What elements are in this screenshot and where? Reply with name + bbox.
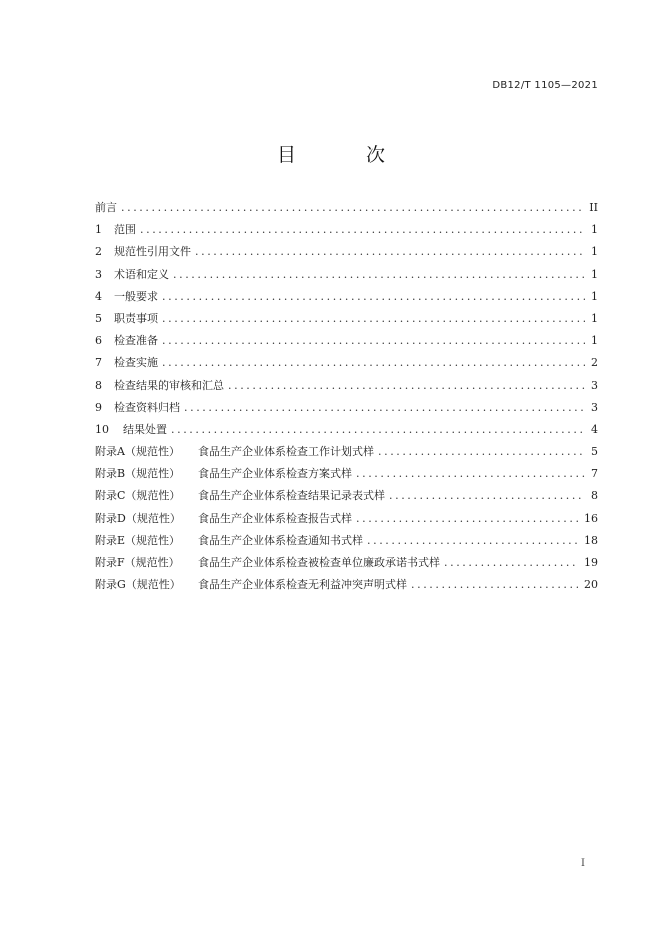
toc-entry-page: 1 bbox=[591, 267, 598, 281]
toc-entry-page: 1 bbox=[591, 311, 598, 325]
toc-entry-appendix-c[interactable] bbox=[95, 488, 598, 510]
toc-entry-appendix-b[interactable] bbox=[95, 466, 598, 488]
toc-entry-page: II bbox=[589, 201, 598, 214]
toc-leader-dots bbox=[411, 577, 578, 593]
toc-entry-title: 食品生产企业体系检查被检查单位廉政承诺书式样 bbox=[198, 556, 440, 569]
toc-entry-number: 6 bbox=[95, 334, 102, 348]
toc-leader-dots bbox=[162, 289, 585, 305]
toc-entry-number: 2 bbox=[95, 245, 102, 259]
toc-leader-dots bbox=[444, 555, 578, 571]
toc-entry-page: 1 bbox=[591, 223, 598, 237]
toc-appendix-label: 附录D（规范性） bbox=[95, 511, 181, 525]
toc-entry-title: 食品生产企业体系检查报告式样 bbox=[198, 511, 352, 525]
toc-leader-dots bbox=[171, 422, 585, 438]
toc-entry-1[interactable] bbox=[95, 222, 598, 244]
document-code: DB12/T 1105—2021 bbox=[492, 80, 598, 91]
toc-entry-6[interactable] bbox=[95, 333, 598, 355]
toc-entry-page: 1 bbox=[591, 334, 598, 348]
toc-entry-number: 8 bbox=[95, 378, 102, 392]
toc-entry-number: 4 bbox=[95, 289, 102, 303]
toc-entry-number: 9 bbox=[95, 400, 102, 414]
toc-entry-10[interactable] bbox=[95, 422, 598, 444]
toc-entry-number: 7 bbox=[95, 356, 102, 370]
toc-appendix-label: 附录B（规范性） bbox=[95, 467, 181, 481]
toc-entry-number: 5 bbox=[95, 311, 102, 325]
toc-entry-title: 规范性引用文件 bbox=[114, 245, 191, 259]
toc-entry-title: 食品生产企业体系检查无利益冲突声明式样 bbox=[198, 578, 407, 592]
toc-entry-2[interactable] bbox=[95, 244, 598, 266]
toc-entry-page: 3 bbox=[591, 400, 598, 414]
toc-entry-title: 食品生产企业体系检查通知书式样 bbox=[198, 533, 363, 547]
toc-entry-appendix-g[interactable] bbox=[95, 577, 598, 599]
toc-appendix-label: 附录E（规范性） bbox=[95, 533, 181, 547]
toc-entry-appendix-f[interactable] bbox=[95, 555, 598, 577]
toc-entry-title: 检查实施 bbox=[114, 356, 158, 370]
toc-entry-7[interactable] bbox=[95, 355, 598, 377]
toc-leader-dots bbox=[184, 400, 585, 416]
toc-entry-title: 职责事项 bbox=[114, 311, 158, 325]
toc-entry-title: 检查准备 bbox=[114, 334, 158, 348]
toc-entry-page: 1 bbox=[591, 289, 598, 303]
toc-entry-title: 检查资料归档 bbox=[114, 400, 180, 414]
toc-appendix-label: 附录F（规范性） bbox=[95, 556, 180, 569]
toc-entry-page: 7 bbox=[591, 467, 598, 481]
toc-entry-number: 3 bbox=[95, 267, 102, 281]
toc-title: 目 次 bbox=[276, 144, 418, 166]
toc-leader-dots bbox=[140, 222, 585, 238]
toc-entry-appendix-d[interactable] bbox=[95, 511, 598, 533]
toc-appendix-label: 附录G（规范性） bbox=[95, 578, 181, 592]
toc-entry-number: 10 bbox=[95, 422, 109, 436]
toc-appendix-label: 附录C（规范性） bbox=[95, 489, 181, 503]
toc-entry-page: 20 bbox=[584, 578, 598, 592]
toc-appendix-label: 附录A（规范性） bbox=[95, 445, 180, 459]
toc-leader-dots bbox=[356, 466, 585, 482]
toc-entry-page: 16 bbox=[584, 511, 598, 525]
toc-entry-appendix-a[interactable] bbox=[95, 444, 598, 466]
toc-entry-page: 2 bbox=[591, 356, 598, 370]
toc-entry-title: 食品生产企业体系检查方案式样 bbox=[198, 467, 352, 481]
toc-entry-page: 18 bbox=[584, 533, 598, 547]
page-number: I bbox=[581, 858, 585, 869]
toc-entry-title: 范围 bbox=[114, 223, 136, 237]
toc-leader-dots bbox=[173, 267, 585, 283]
toc-entry-title: 食品生产企业体系检查结果记录表式样 bbox=[198, 489, 385, 503]
toc-leader-dots bbox=[378, 444, 585, 460]
toc-entry-9[interactable] bbox=[95, 400, 598, 422]
toc-entry-title: 食品生产企业体系检查工作计划式样 bbox=[198, 445, 374, 459]
toc-entry-title: 一般要求 bbox=[114, 289, 158, 303]
toc-entry-page: 1 bbox=[591, 245, 598, 259]
toc-leader-dots bbox=[162, 311, 585, 327]
toc-entry-3[interactable] bbox=[95, 267, 598, 289]
toc-entry-4[interactable] bbox=[95, 289, 598, 311]
toc-entry-8[interactable] bbox=[95, 378, 598, 400]
toc-leader-dots bbox=[121, 200, 583, 216]
toc-entry-page: 4 bbox=[591, 422, 598, 436]
toc-entry-foreword[interactable] bbox=[95, 200, 598, 222]
toc-entry-title: 检查结果的审核和汇总 bbox=[114, 378, 224, 392]
toc-entry-title: 结果处置 bbox=[123, 422, 167, 436]
toc-leader-dots bbox=[228, 378, 585, 394]
toc-entry-page: 19 bbox=[584, 556, 598, 569]
toc-entry-appendix-e[interactable] bbox=[95, 533, 598, 555]
toc-entry-5[interactable] bbox=[95, 311, 598, 333]
toc-entry-title: 前言 bbox=[95, 201, 117, 214]
toc-entry-title: 术语和定义 bbox=[114, 267, 169, 281]
toc-entry-page: 3 bbox=[591, 378, 598, 392]
toc-leader-dots bbox=[367, 533, 578, 549]
toc-entry-page: 8 bbox=[591, 489, 598, 503]
toc-entry-number: 1 bbox=[95, 223, 102, 237]
toc-leader-dots bbox=[162, 355, 585, 371]
toc-leader-dots bbox=[356, 511, 578, 527]
toc-leader-dots bbox=[389, 488, 585, 504]
toc-entry-page: 5 bbox=[591, 445, 598, 459]
toc-leader-dots bbox=[195, 244, 585, 260]
toc-leader-dots bbox=[162, 333, 585, 349]
table-of-contents bbox=[95, 200, 598, 599]
